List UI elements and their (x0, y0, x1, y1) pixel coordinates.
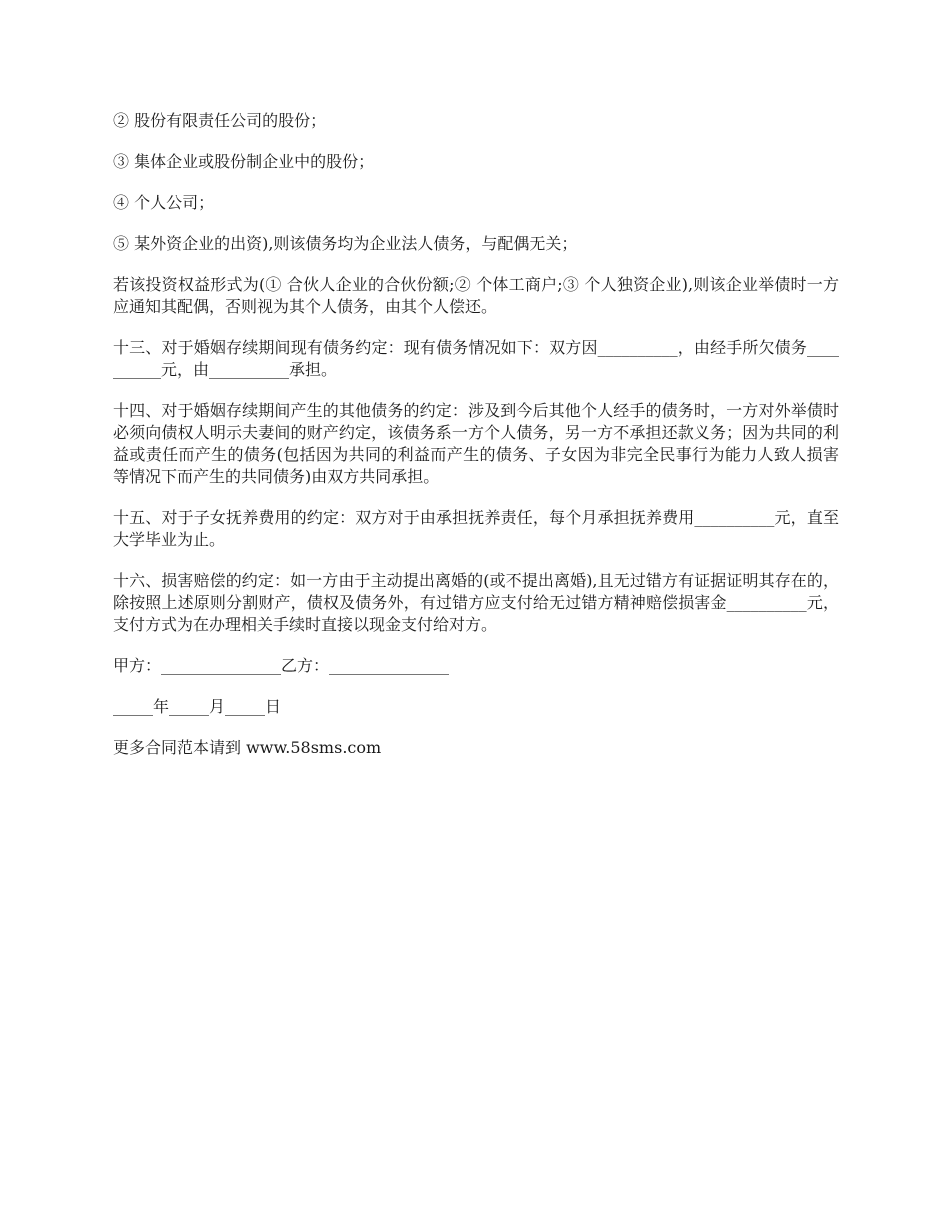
clause-investment-notice: 若该投资权益形式为(① 合伙人企业的合伙份额;② 个体工商户;③ 个人独资企业),则该企业举债时一方应通知其配偶，否则视为其个人债务，由其个人偿还。 (113, 275, 839, 316)
clause-item-4: ④ 个人公司； (113, 193, 215, 212)
signature-line: 甲方：_______________乙方：_______________ (113, 656, 450, 675)
date-line: _____年_____月_____日 (113, 697, 282, 716)
clause-16-damages: 十六、损害赔偿的约定：如一方由于主动提出离婚的(或不提出离婚),且无过错方有证据证明其存在的，除按照上述原则分割财产，债权及债务外，有过错方应支付给无过错方精神赔偿损害金__________元，支付方式为在办理相关手续时直接以现金支付给对方。 (113, 571, 839, 634)
clause-13-existing-debt: 十三、对于婚姻存续期间现有债务约定：现有债务情况如下：双方因__________，由经手所欠债务__________元，由__________承担。 (113, 338, 839, 379)
document-body (113, 110, 839, 778)
clause-item-5: ⑤ 某外资企业的出资),则该债务均为企业法人债务，与配偶无关； (113, 234, 578, 253)
clause-15-child-support: 十五、对于子女抚养费用的约定：双方对于由承担抚养责任，每个月承担抚养费用__________元，直至大学毕业为止。 (113, 508, 839, 549)
clause-item-3: ③ 集体企业或股份制企业中的股份； (113, 152, 375, 171)
footer-more-contracts: 更多合同范本请到 www.58sms.com (113, 738, 382, 757)
clause-item-2: ② 股份有限责任公司的股份； (113, 111, 327, 130)
clause-14-other-debt: 十四、对于婚姻存续期间产生的其他债务的约定：涉及到今后其他个人经手的债务时，一方对外举债时必须向债权人明示夫妻间的财产约定，该债务系一方个人债务，另一方不承担还款义务；因为共同的利益或责任而产生的债务(包括因为共同的利益而产生的债务、子女因为非完全民事行为能力人致人损害等情况下而产生的共同债务)由双方共同承担。 (113, 401, 839, 486)
